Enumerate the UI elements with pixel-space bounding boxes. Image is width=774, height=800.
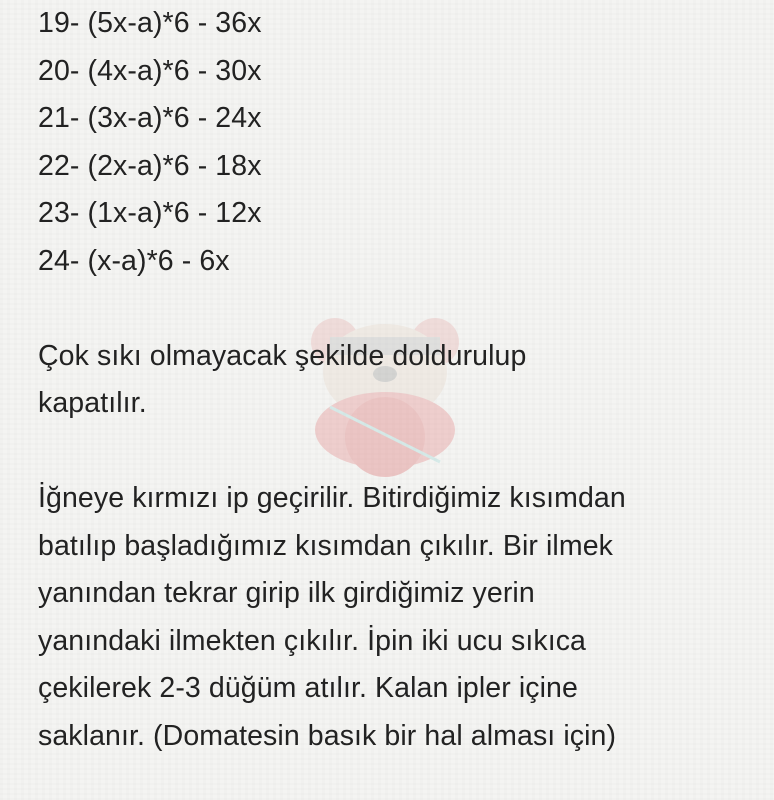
text-line: yanındaki ilmekten çıkılır. İpin iki ucu sıkıca (38, 624, 587, 657)
text-line: saklanır. (Domatesin basık bir hal alması için) (38, 719, 617, 752)
text-line: kapatılır. (38, 387, 147, 419)
text-line: yanından tekrar girip ilk girdiğimiz yerin (38, 577, 535, 609)
finishing-paragraph (38, 475, 758, 760)
row-item: 22- (2x-a)*6 - 18x (38, 149, 262, 182)
text-line: İğneye kırmızı ip geçirilir. Bitirdiğimiz kısımdan (38, 482, 626, 514)
note-content (38, 0, 758, 760)
row-item: 24- (x-a)*6 - 6x (38, 244, 230, 277)
text-line: Çok sıkı olmayacak şekilde doldurulup (38, 339, 527, 372)
stuffing-paragraph (38, 333, 758, 428)
row-item: 19- (5x-a)*6 - 36x (38, 7, 262, 39)
text-line: çekilerek 2-3 düğüm atılır. Kalan ipler içine (38, 672, 578, 704)
row-list (38, 0, 758, 285)
row-item: 20- (4x-a)*6 - 30x (38, 54, 262, 87)
row-item: 23- (1x-a)*6 - 12x (38, 197, 262, 229)
text-line: batılıp başladığımız kısımdan çıkılır. Bir ilmek (38, 529, 613, 562)
row-item: 21- (3x-a)*6 - 24x (38, 102, 262, 134)
